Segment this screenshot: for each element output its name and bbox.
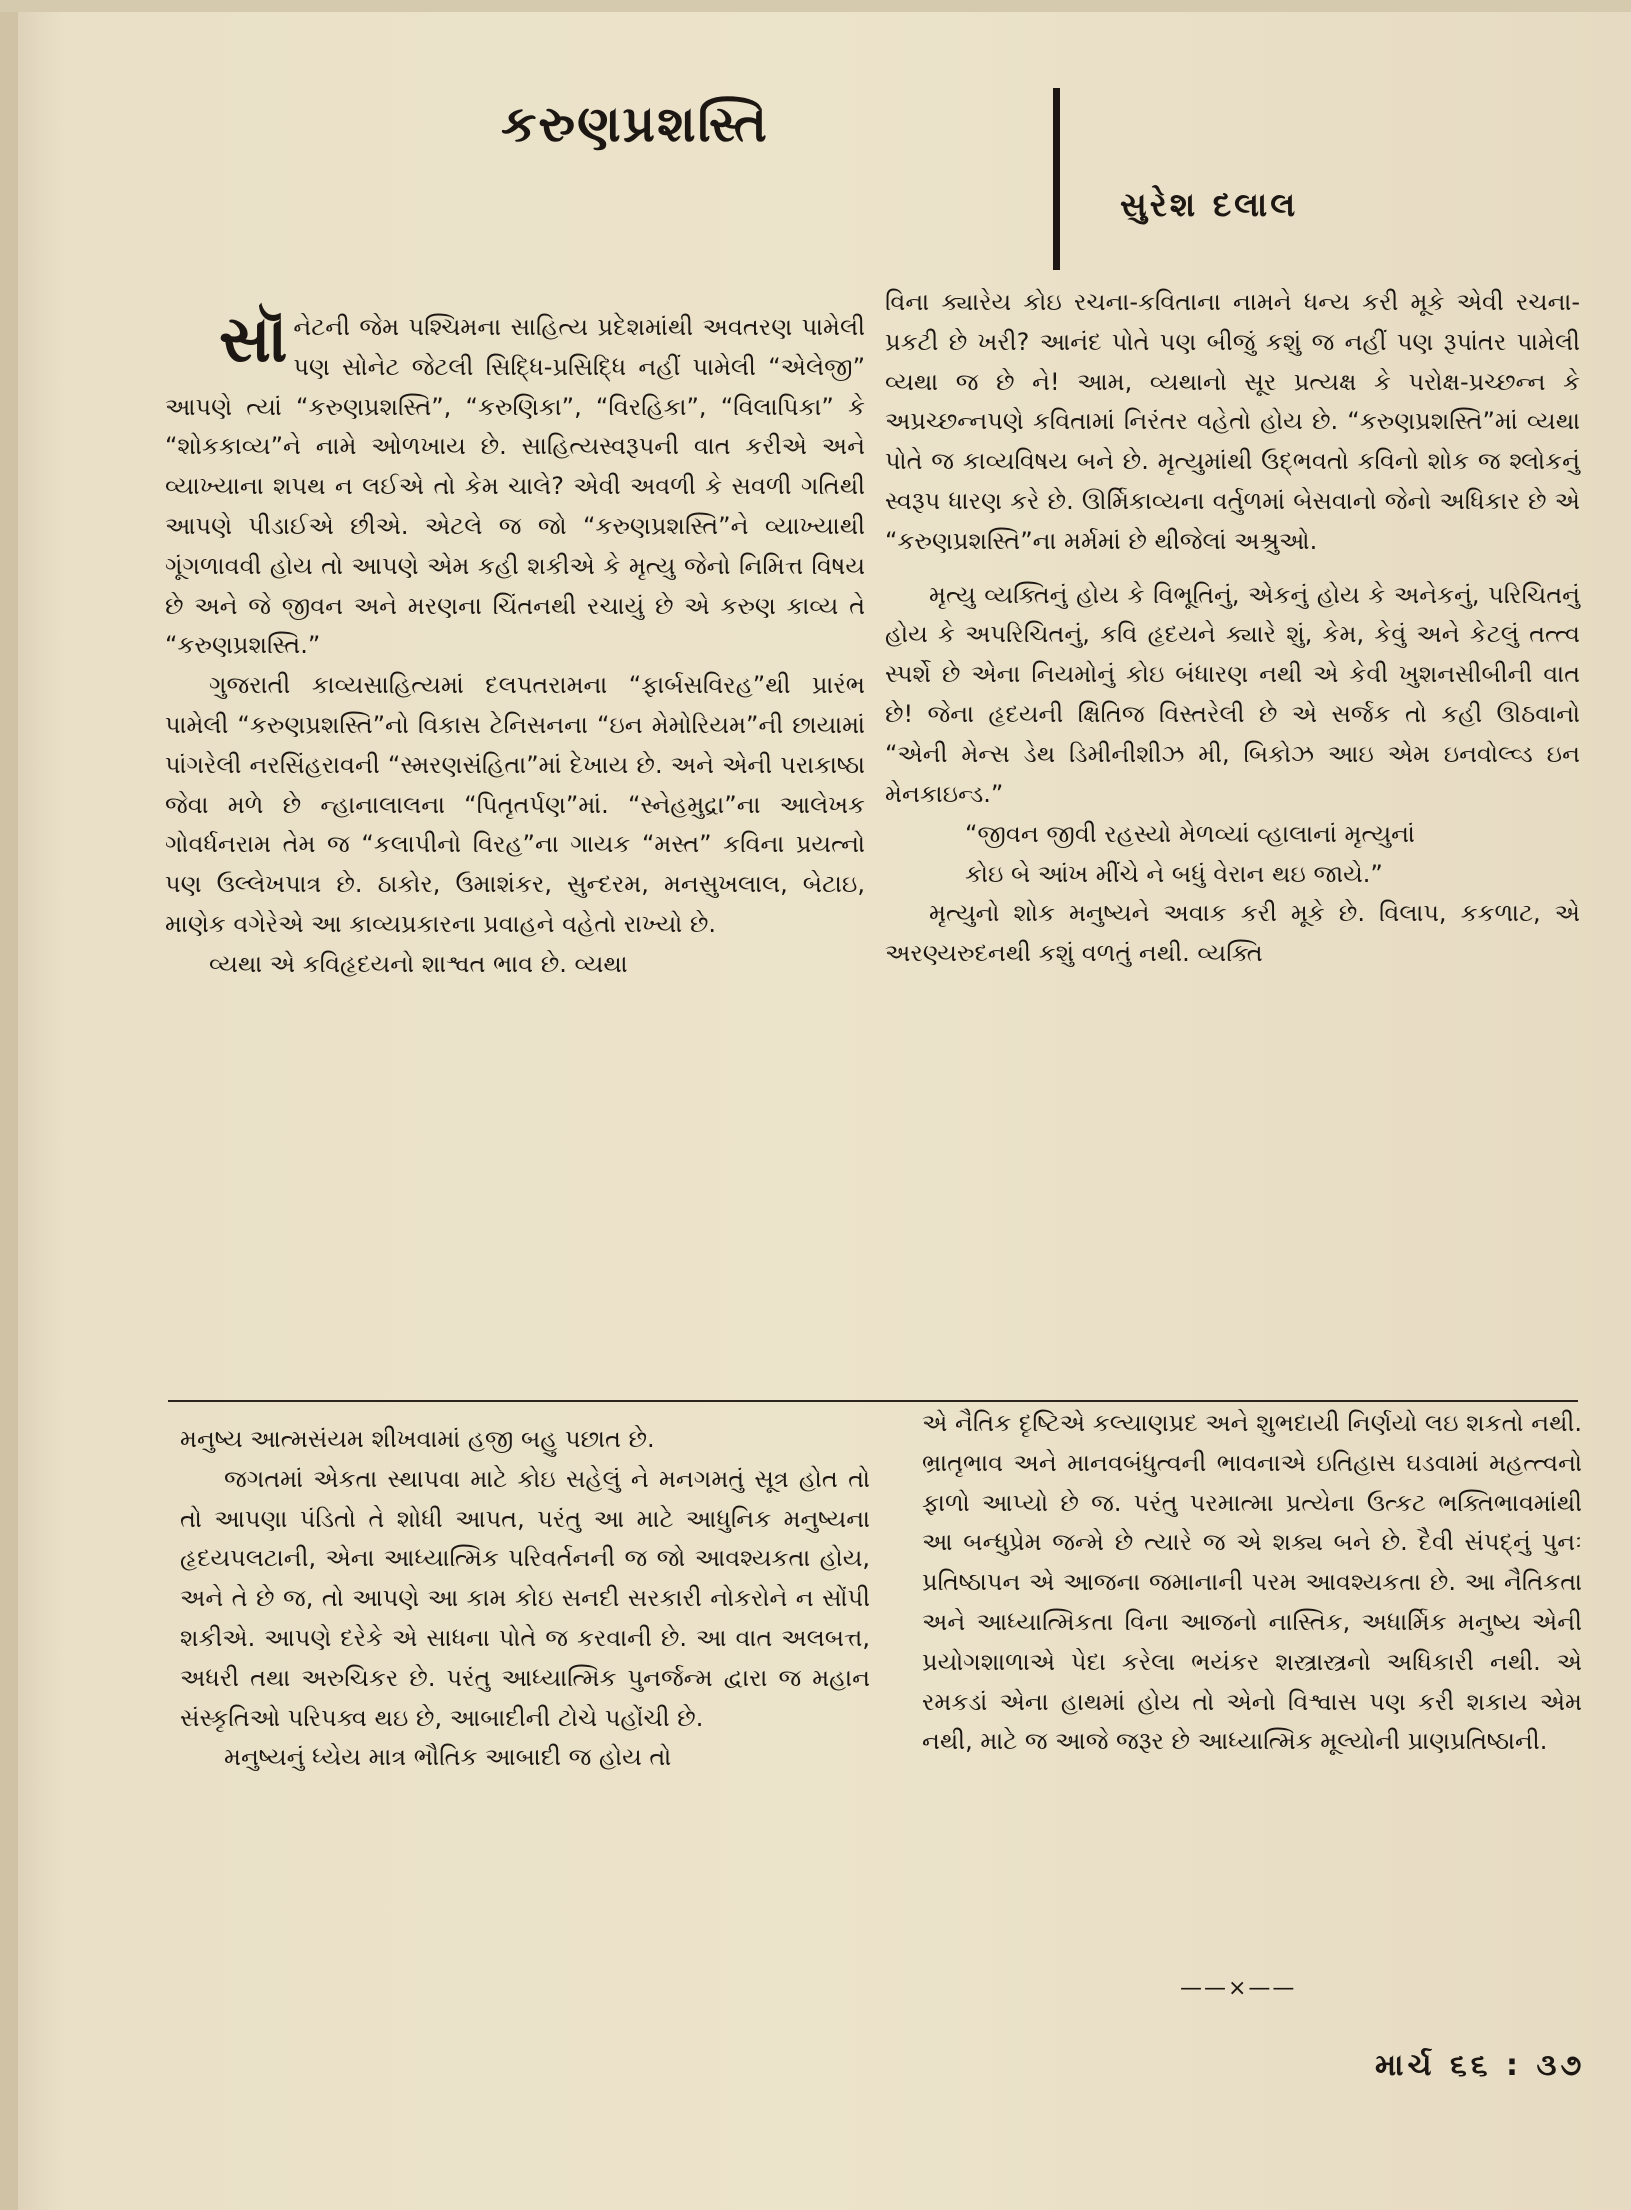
paragraph: મૃત્યુ વ્યક્તિનું હોય કે વિભૂતિનું, એકનું હોય કે અનેકનું, પરિચિતનું હોય કે અપરિચિતનું, કવિ હૃદયને ક્યારે શું, કેમ, કેવું અને કેટલું તત્ત્વ સ્પર્શે છે એના નિયમોનું કોઇ બંધારણ નથી એ કેવી ખુશનસીબીની વાત છે! જેના હૃદયની ક્ષિતિજ વિસ્તરેલી છે એ સર્જક તો કહી ઊઠવાનો “એની મેન્સ ડેથ ડિમીનીશીઝ મી, બિકોઝ આઇ એમ ઇનવોલ્વ્ડ ઇન મેનકાઇન્ડ.”	[885, 580, 1580, 808]
article-column-bottom-right	[922, 1404, 1582, 1762]
article-title: કરુણપ્રશસ્તિ	[501, 95, 769, 153]
page-folio: માર્ચ ૬૬ : ૩૭	[1375, 2048, 1586, 2083]
paragraph: વ્યથા એ કવિહૃદયનો શાશ્વત ભાવ છે. વ્યથા	[209, 949, 628, 978]
paragraph: વિના ક્યારેય કોઇ રચના-કવિતાના નામને ધન્ય કરી મૂકે એવી રચના-પ્રકટી છે ખરી? આનંદ પોતે પણ બીજું કશું જ નહીં પણ રૂપાંતર પામેલી વ્યથા જ છે ને! આમ, વ્યથાનો સૂર પ્રત્યક્ષ કે પરોક્ષ-પ્રચ્છન્ન કે અપ્રચ્છન્નપણે કવિતામાં નિરંતર વહેતો હોય છે. “કરુણપ્રશસ્તિ”માં વ્યથા પોતે જ કાવ્યવિષય બને છે. મૃત્યુમાંથી ઉદ્ભવતો કવિનો શોક જ શ્લોકનું સ્વરૂપ ધારણ કરે છે. ઊર્મિકાવ્યના વર્તુળમાં બેસવાનો જેનો અધિકાર છે એ “કરુણપ્રશસ્તિ”ના મર્મમાં છે થીજેલાં અશ્રુઓ.	[885, 288, 1580, 555]
paragraph: મનુષ્ય આત્મસંયમ શીખવામાં હજી બહુ પછાત છે.	[180, 1425, 655, 1453]
paragraph: મૃત્યુનો શોક મનુષ્યને અવાક કરી મૂકે છે. વિલાપ, કકળાટ, એ અરણ્યરુદનથી કશું વળતું નથી. વ્યક્તિ	[885, 899, 1580, 968]
author-name: સુરેશ દલાલ	[1120, 185, 1299, 224]
paragraph: મનુષ્યનું ધ્યેય માત્ર ભૌતિક આબાદી જ હોય તો	[224, 1743, 672, 1772]
title-divider-rule	[1053, 88, 1060, 270]
poem-quote-line: “જીવન જીવી રહસ્યો મેળવ્યાં વ્હાલાનાં મૃત્યુનાં	[965, 820, 1415, 849]
page-edge-shadow	[0, 0, 18, 2210]
section-divider-rule	[168, 1400, 1578, 1402]
paragraph: ગુજરાતી કાવ્યસાહિત્યમાં દલપતરામના “ફાર્બસવિરહ”થી પ્રારંભ પામેલી “કરુણપ્રશસ્તિ”નો વિકાસ ટેનિસનના “ઇન મેમોરિયમ”ની છાયામાં પાંગરેલી નરસિંહરાવની “સ્મરણસંહિતા”માં દેખાય છે. અને એની પરાકાષ્ઠા જેવા મળે છે ન્હાનાલાલના “પિતૃતર્પણ”માં. “સ્નેહમુદ્રા”ના આલેખક ગોવર્ધનરામ તેમ જ “કલાપીનો વિરહ”ના ગાયક “મસ્ત” કવિના પ્રયત્નો પણ ઉલ્લેખપાત્ર છે. ઠાકોર, ઉમાશંકર, સુન્દરમ, મનસુખલાલ, બેટાઇ, માણેક વગેરેએ આ કાવ્યપ્રકારના પ્રવાહને વહેતો રાખ્યો છે.	[165, 671, 865, 938]
article-column-bottom-left	[180, 1420, 870, 1778]
article-column-top-left	[165, 303, 865, 985]
poem-quote-line: કોઇ બે આંખ મીંચે ને બધું વેરાન થઇ જાયે.”	[965, 860, 1383, 889]
paragraph: નેટની જેમ પશ્ચિમના સાહિત્ય પ્રદેશમાંથી અવતરણ પામેલી પણ સોનેટ જેટલી સિદ્ધિ-પ્રસિદ્ધિ નહીં પામેલી “એલેજી” આપણે ત્યાં “કરુણપ્રશસ્તિ”, “કરુણિકા”, “વિરહિકા”, “વિલાપિકા” કે “શોકકાવ્ય”ને નામે ઓળખાય છે. સાહિત્યસ્વરૂપની વાત કરીએ અને વ્યાખ્યાના શપથ ન લઈએ તો કેમ ચાલે? એવી અવળી કે સવળી ગતિથી આપણે પીડાઈએ છીએ. એટલે જ જો “કરુણપ્રશસ્તિ”ને વ્યાખ્યાથી ગૂંગળાવવી હોય તો આપણે એમ કહી શકીએ કે મૃત્યુ જેનો નિમિત્ત વિષય છે અને જે જીવન અને મરણના ચિંતનથી રચાયું છે એ કરુણ કાવ્ય તે “કરુણપ્રશસ્તિ.”	[165, 313, 865, 660]
end-mark: ——×——	[1180, 1976, 1297, 2001]
paragraph: જગતમાં એકતા સ્થાપવા માટે કોઇ સહેલું ને મનગમતું સૂત્ર હોત તો તો આપણા પંડિતો તે શોધી આપત, પરંતુ આ માટે આધુનિક મનુષ્યના હૃદયપલટાની, એના આધ્યાત્મિક પરિવર્તનની જ જો આવશ્યકતા હોય, અને તે છે જ, તો આપણે આ કામ કોઇ સનદી સરકારી નોકરોને ન સોંપી શકીએ. આપણે દરેકે એ સાધના પોતે જ કરવાની છે. આ વાત અલબત્ત, અધરી તથા અરુચિકર છે. પરંતુ આધ્યાત્મિક પુનર્જન્મ દ્વારા જ મહાન સંસ્કૃતિઓ પરિપક્વ થઇ છે, આબાદીની ટોચે પહોંચી છે.	[180, 1464, 870, 1732]
paragraph: એ નૈતિક દૃષ્ટિએ કલ્યાણપ્રદ અને શુભદાયી નિર્ણયો લઇ શકતો નથી. ભ્રાતૃભાવ અને માનવબંધુત્વની ભાવનાએ ઇતિહાસ ઘડવામાં મહત્ત્વનો ફાળો આપ્યો છે જ. પરંતુ પરમાત્મા પ્રત્યેના ઉત્કટ ભક્તિભાવમાંથી આ બન્ધુપ્રેમ જન્મે છે ત્યારે જ એ શક્ય બને છે. દૈવી સંપદ્નું પુનઃ પ્રતિષ્ઠાપન એ આજના જમાનાની પરમ આવશ્યકતા છે. આ નૈતિકતા અને આધ્યાત્મિકતા વિના આજનો નાસ્તિક, અધાર્મિક મનુષ્ય એની પ્રયોગશાળાએ પેદા કરેલા ભયંકર શસ્ત્રાસ્ત્રનો અધિકારી નથી. એ રમકડાં એના હાથમાં હોય તો એનો વિશ્વાસ પણ કરી શકાય એમ નથી, માટે જ આજે જરૂર છે આધ્યાત્મિક મૂલ્યોની પ્રાણપ્રતિષ્ઠાની.	[922, 1409, 1582, 1756]
article-column-top-right	[885, 283, 1580, 974]
page-top-edge	[0, 0, 1631, 12]
drop-cap: સૉ	[219, 303, 288, 377]
